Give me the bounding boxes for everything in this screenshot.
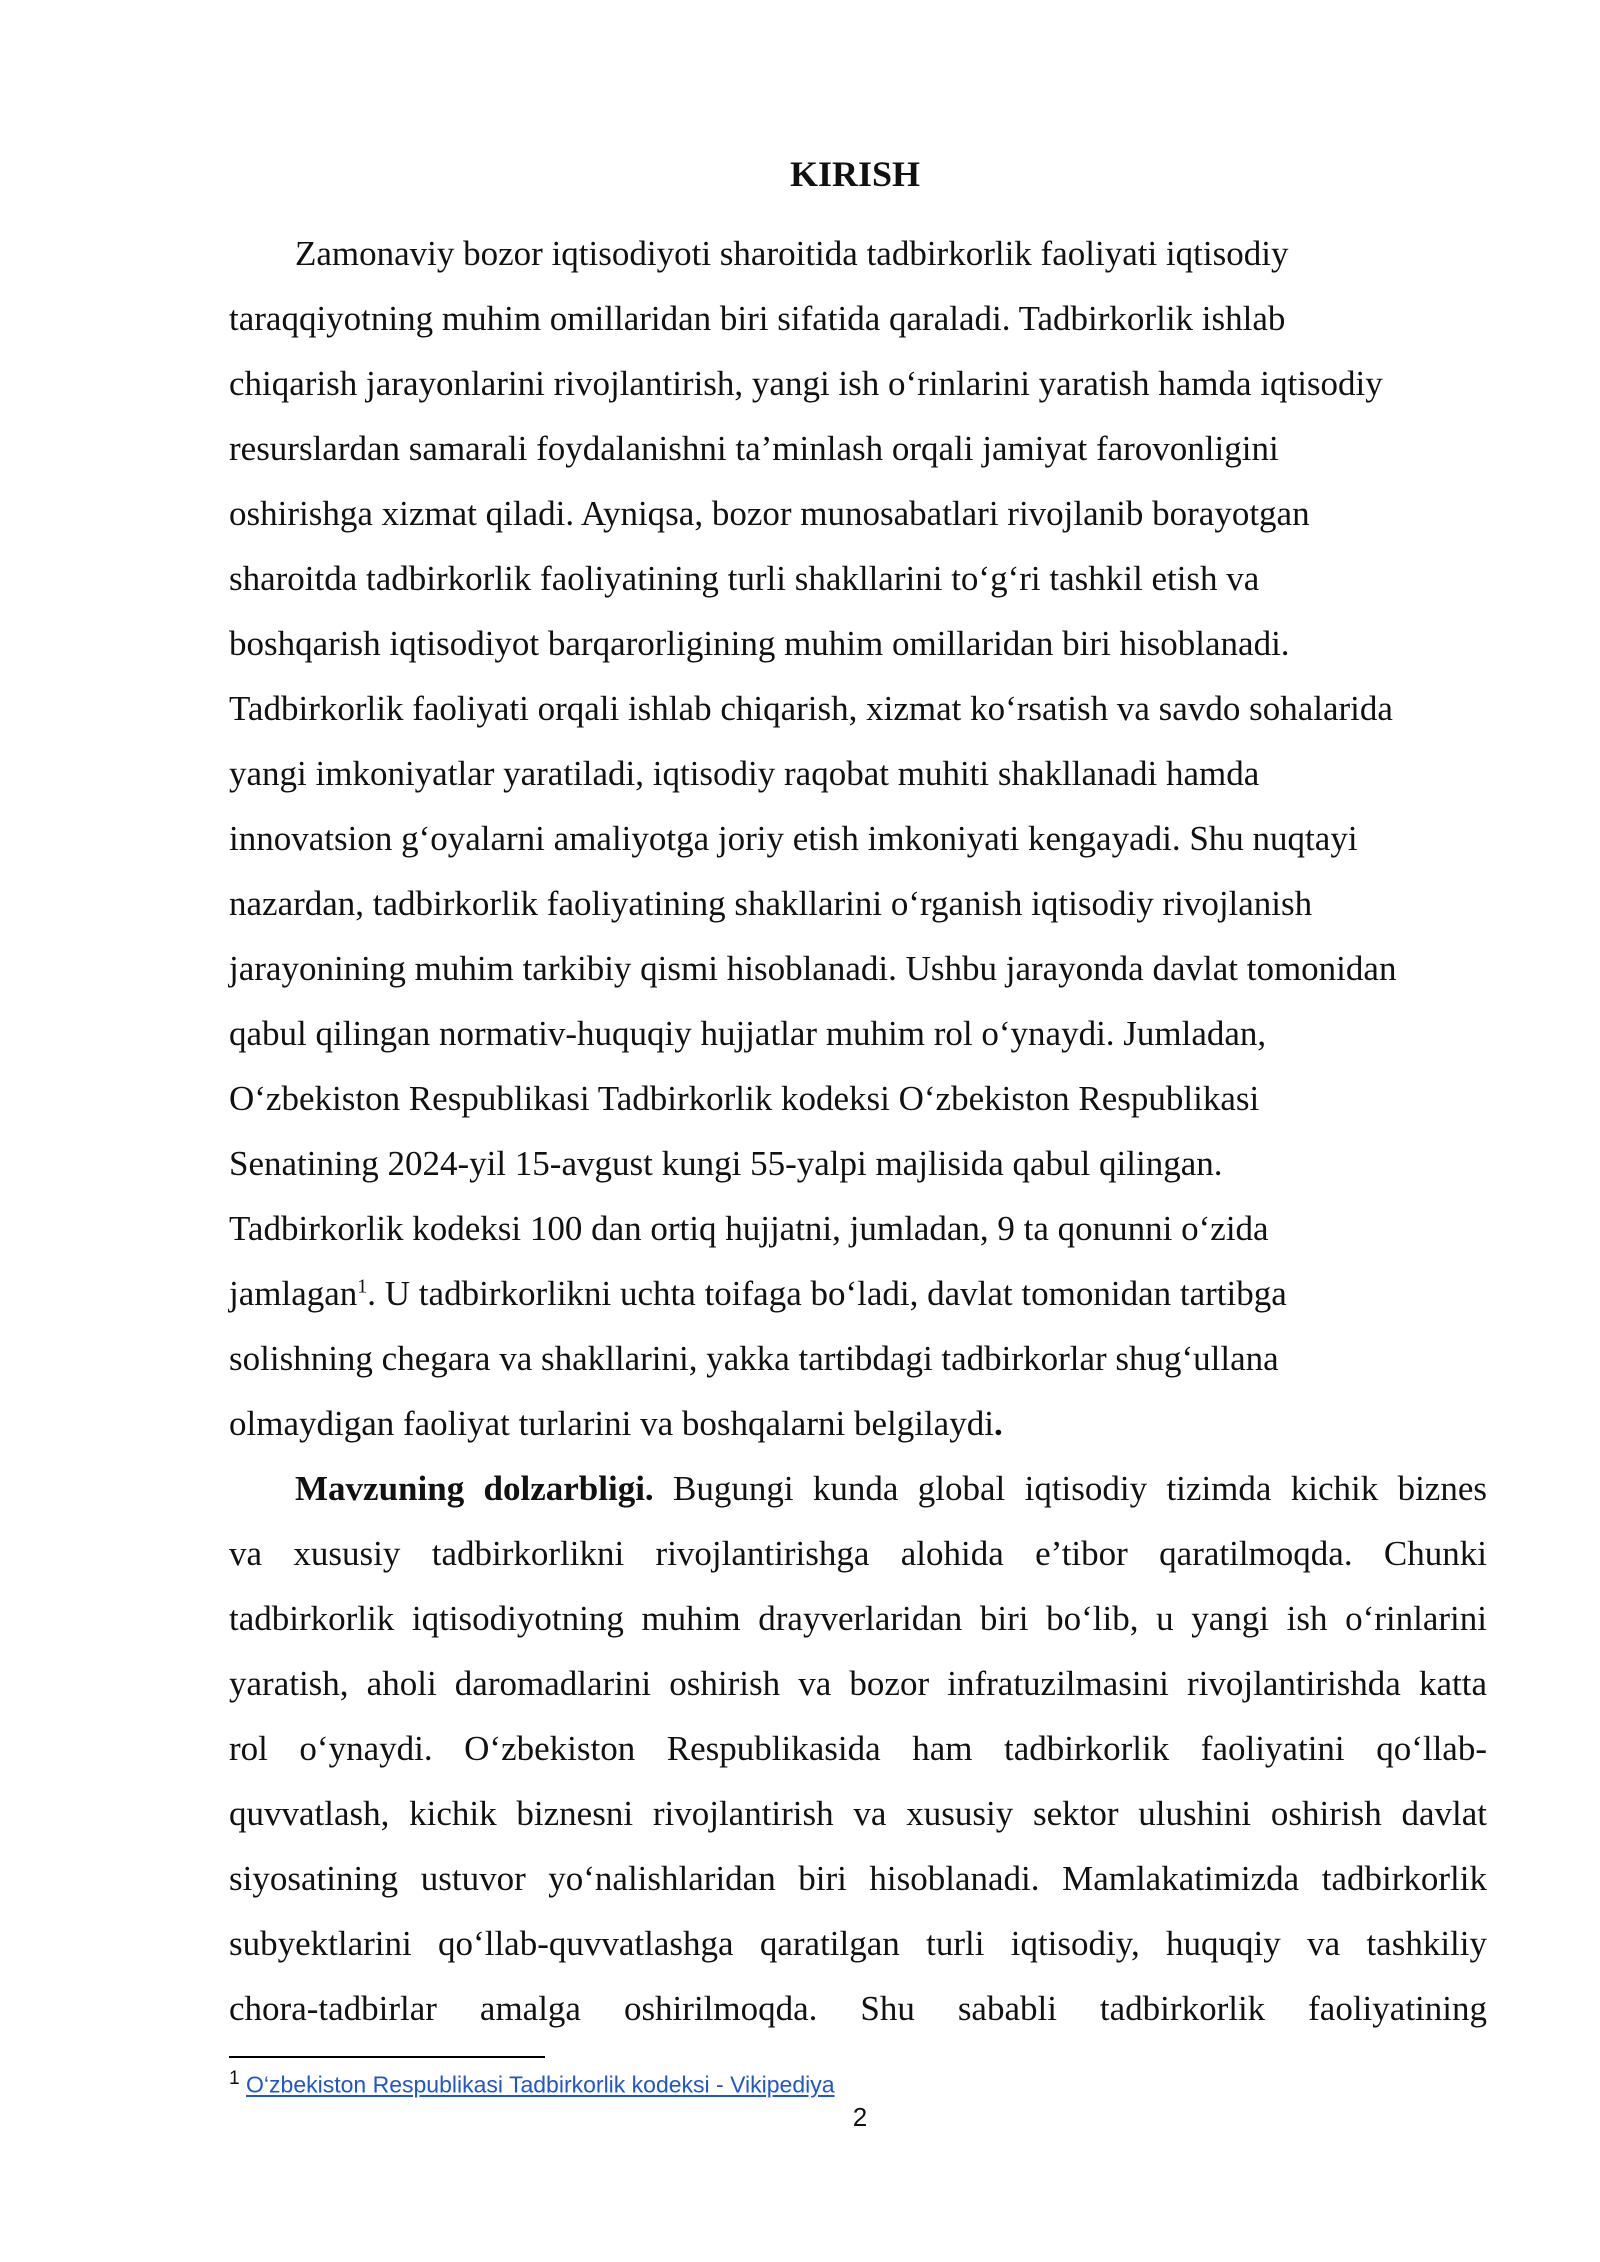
paragraph-1-line: Senatining 2024-yil 15-avgust kungi 55-yalpi majlisida qabul qilingan. — [229, 1144, 1223, 1183]
paragraph-1-line: jarayonining muhim tarkibiy qismi hisoblanadi. Ushbu jarayonda davlat tomonidan — [229, 949, 1397, 988]
paragraph-2-first-line — [295, 1465, 1487, 1513]
footnote-reference[interactable]: 1 — [357, 1275, 368, 1298]
page-number: 2 — [852, 2102, 868, 2132]
paragraph-1-line: chiqarish jarayonlarini rivojlantirish, yangi ish o‘rinlarini yaratish hamda iqtisodiy — [229, 364, 1383, 403]
section-lead-bold: Mavzuning dolzarbligi. — [295, 1469, 654, 1508]
paragraph-1-line: O‘zbekiston Respublikasi Tadbirkorlik kodeksi O‘zbekiston Respublikasi — [229, 1079, 1260, 1118]
paragraph-1-line: sharoitda tadbirkorlik faoliyatining turli shakllarini to‘g‘ri tashkil etish va — [229, 559, 1260, 598]
paragraph-1-line: resurslardan samarali foydalanishni ta’minlash orqali jamiyat farovonligini — [229, 429, 1279, 468]
line-text: jamlagan — [229, 1274, 358, 1313]
paragraph-1-line: Zamonaviy bozor iqtisodiyoti sharoitida tadbirkorlik faoliyati iqtisodiy — [295, 234, 1289, 273]
paragraph-1-line: Tadbirkorlik faoliyati orqali ishlab chiqarish, xizmat ko‘rsatish va savdo sohalarida — [229, 689, 1393, 728]
paragraph-2-line: subyektlarini qo‘llab-quvvatlashga qaratilgan turli iqtisodiy, huquqiy va tashkiliy — [229, 1924, 1487, 1963]
line-text: . U tadbirkorlikni uchta toifaga bo‘ladi, davlat tomonidan tartibga — [367, 1274, 1287, 1313]
paragraph-1-line: innovatsion g‘oyalarni amaliyotga joriy etish imkoniyati kengayadi. Shu nuqtayi — [229, 819, 1358, 858]
page-heading: KIRISH — [789, 154, 921, 194]
paragraph-1-last-line — [229, 1400, 1487, 1448]
paragraph-1-line: solishning chegara va shakllarini, yakka tartibdagi tadbirkorlar shug‘ullana — [229, 1339, 1279, 1378]
footnote-link[interactable]: O‘zbekiston Respublikasi Tadbirkorlik kodeksi - Vikipediya — [246, 2071, 835, 2098]
paragraph-1-line-with-footnote-ref — [229, 1270, 1487, 1318]
line-text: olmaydigan faoliyat turlarini va boshqalarni belgilaydi — [229, 1404, 994, 1443]
line-text: Bugungi kunda global iqtisodiy tizimda kichik biznes — [653, 1469, 1487, 1508]
paragraph-1-line: Tadbirkorlik kodeksi 100 dan ortiq hujjatni, jumladan, 9 ta qonunni o‘zida — [229, 1209, 1269, 1248]
paragraph-1-line: boshqarish iqtisodiyot barqarorligining muhim omillaridan biri hisoblanadi. — [229, 624, 1290, 663]
paragraph-1-line: nazardan, tadbirkorlik faoliyatining shakllarini o‘rganish iqtisodiy rivojlanish — [229, 884, 1313, 923]
paragraph-1-line: oshirishga xizmat qiladi. Ayniqsa, bozor munosabatlari rivojlanib borayotgan — [229, 494, 1310, 533]
paragraph-1-line: yangi imkoniyatlar yaratiladi, iqtisodiy raqobat muhiti shakllanadi hamda — [229, 754, 1260, 793]
paragraph-2-line: tadbirkorlik iqtisodiyotning muhim drayverlaridan biri bo‘lib, u yangi ish o‘rinlarini — [229, 1599, 1487, 1638]
footnote-number: 1 — [229, 2068, 240, 2089]
footnote — [229, 2064, 835, 2100]
paragraph-2-line: chora-tadbirlar amalga oshirilmoqda. Shu sababli tadbirkorlik faoliyatining — [229, 1989, 1487, 2028]
paragraph-1-line: qabul qilingan normativ-huquqiy hujjatlar muhim rol o‘ynaydi. Jumladan, — [229, 1014, 1267, 1053]
line-end-period: . — [993, 1404, 1003, 1443]
paragraph-2-line: yaratish, aholi daromadlarini oshirish va bozor infratuzilmasini rivojlantirishda katta — [229, 1664, 1487, 1703]
paragraph-2-line: va xususiy tadbirkorlikni rivojlantirishga alohida e’tibor qaratilmoqda. Chunki — [229, 1534, 1487, 1573]
paragraph-1-line: taraqqiyotning muhim omillaridan biri sifatida qaraladi. Tadbirkorlik ishlab — [229, 299, 1286, 338]
paragraph-2-line: rol o‘ynaydi. O‘zbekiston Respublikasida ham tadbirkorlik faoliyatini qo‘llab- — [229, 1729, 1487, 1768]
footnote-separator — [229, 2056, 545, 2058]
paragraph-2-line: quvvatlash, kichik biznesni rivojlantirish va xususiy sektor ulushini oshirish davlat — [229, 1794, 1487, 1833]
paragraph-2-line: siyosatining ustuvor yo‘nalishlaridan biri hisoblanadi. Mamlakatimizda tadbirkorlik — [229, 1859, 1487, 1898]
